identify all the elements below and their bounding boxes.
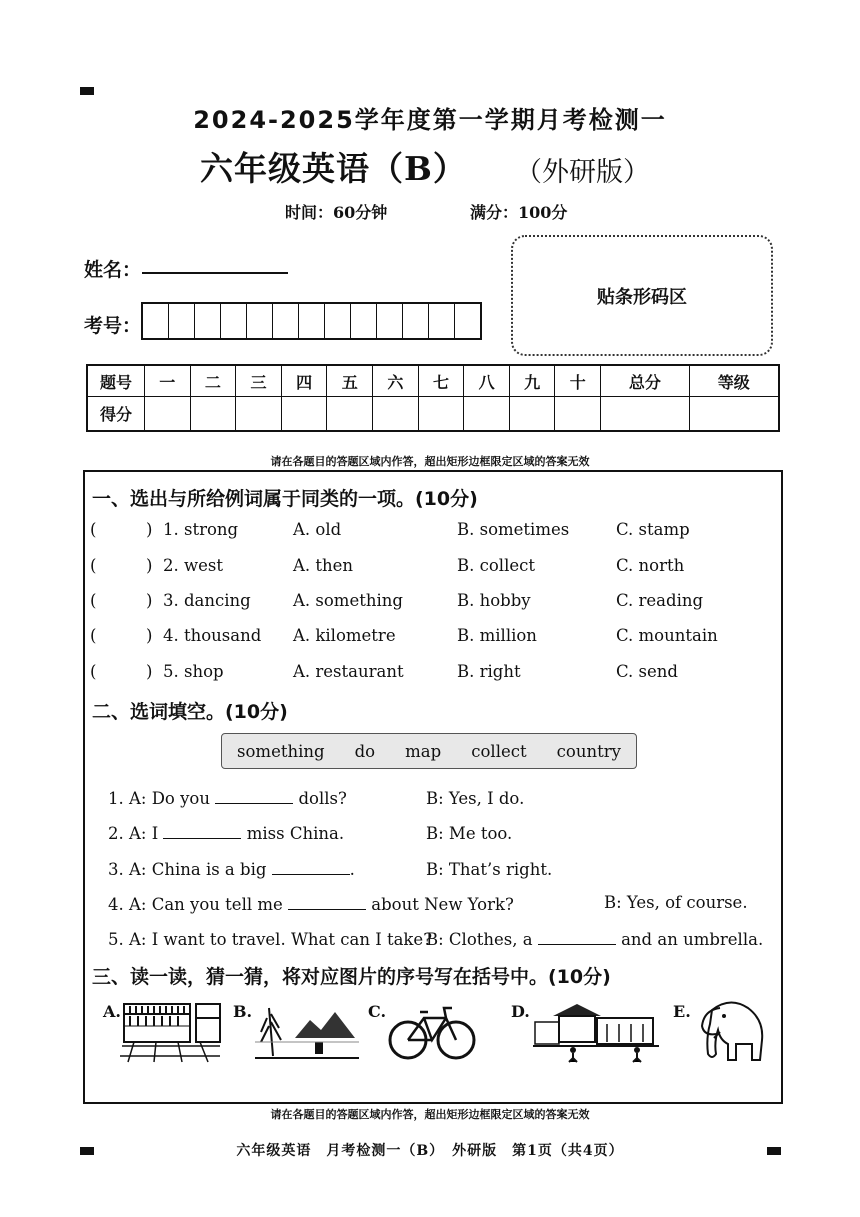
picture-label: D.	[511, 1002, 530, 1021]
fill-answer-2: B: Me too.	[426, 824, 513, 843]
paren-close: )	[146, 662, 153, 681]
answer-paren-blank[interactable]	[102, 626, 142, 646]
example-word: 1. strong	[163, 520, 239, 539]
name-label: 姓名：	[84, 259, 142, 281]
example-word: 5. shop	[163, 662, 224, 681]
option-c: C. north	[616, 556, 685, 575]
word-bank-item: map	[405, 741, 442, 761]
elephant-picture	[690, 994, 770, 1070]
score-cell[interactable]	[236, 397, 282, 432]
paren-close: )	[146, 556, 153, 575]
score-header-cell: 四	[281, 365, 327, 397]
option-a: A. restaurant	[293, 662, 404, 681]
answer-paren-blank[interactable]	[102, 520, 142, 540]
answer-paren-blank[interactable]	[102, 662, 142, 682]
answer-area-notice-bottom: 请在各题目的答题区域内作答，超出矩形边框限定区域的答案无效	[270, 1108, 590, 1121]
word-bank-item: something	[237, 741, 325, 761]
score-header-cell: 题号	[87, 365, 145, 397]
barcode-label: 贴条形码区	[597, 286, 687, 308]
id-number-boxes[interactable]	[141, 302, 482, 340]
section2-title: 二、选词填空。(10分)	[92, 701, 288, 723]
option-c: C. mountain	[616, 626, 718, 645]
option-b: B. million	[457, 626, 537, 645]
fill-answer-1: B: Yes, I do.	[426, 789, 525, 808]
word-bank	[221, 733, 637, 769]
option-b: B. right	[457, 662, 521, 681]
score-cell[interactable]	[145, 397, 191, 432]
score-cell[interactable]	[281, 397, 327, 432]
fill-question-3: 3. A: China is a big .	[108, 860, 355, 879]
edition-label: （外研版）	[515, 157, 650, 188]
option-a: A. old	[293, 520, 342, 539]
answer-area-notice: 请在各题目的答题区域内作答，超出矩形边框限定区域的答案无效	[270, 455, 590, 468]
paren-open: (	[90, 662, 97, 681]
option-b: B. collect	[457, 556, 535, 575]
option-a: A. kilometre	[293, 626, 396, 645]
example-word: 2. west	[163, 556, 223, 575]
score-header-cell: 五	[327, 365, 373, 397]
fill-answer-4: B: Yes, of course.	[604, 893, 748, 912]
paren-close: )	[146, 626, 153, 645]
score-header-cell: 二	[190, 365, 236, 397]
score-cell[interactable]	[555, 397, 601, 432]
score-header-cell: 九	[509, 365, 555, 397]
score-header-cell: 十	[555, 365, 601, 397]
option-c: C. send	[616, 662, 678, 681]
option-c: C. reading	[616, 591, 704, 610]
full-score-info: 满分：100分	[470, 203, 568, 222]
fill-question-4: 4. A: Can you tell me about New York?	[108, 895, 514, 914]
answer-blank[interactable]	[538, 930, 616, 945]
bicycle-picture	[388, 998, 476, 1064]
paren-open: (	[90, 520, 97, 539]
example-word: 4. thousand	[163, 626, 262, 645]
option-c: C. stamp	[616, 520, 690, 539]
answer-blank[interactable]	[288, 895, 366, 910]
option-a: A. something	[293, 591, 403, 610]
paren-open: (	[90, 591, 97, 610]
score-header-cell: 三	[236, 365, 282, 397]
answer-paren-blank[interactable]	[102, 556, 142, 576]
score-table	[86, 364, 780, 432]
score-cell[interactable]	[689, 397, 779, 432]
section1-title: 一、选出与所给例词属于同类的一项。(10分)	[92, 488, 478, 510]
score-cell[interactable]	[509, 397, 555, 432]
score-cell[interactable]	[373, 397, 419, 432]
score-header-cell: 一	[145, 365, 191, 397]
option-a: A. then	[293, 556, 354, 575]
library-picture	[120, 998, 225, 1064]
street-picture	[533, 998, 661, 1064]
score-cell[interactable]	[601, 397, 690, 432]
picture-label: C.	[368, 1002, 387, 1021]
picture-label: B.	[233, 1002, 253, 1021]
page-footer: 六年级英语 月考检测一（B） 外研版 第1页（共4页）	[236, 1143, 624, 1159]
barcode-area	[511, 235, 773, 356]
paren-close: )	[146, 520, 153, 539]
word-bank-item: do	[354, 741, 376, 761]
time-info: 时间：60分钟	[285, 203, 388, 222]
score-header-cell: 七	[418, 365, 464, 397]
name-field[interactable]	[142, 272, 288, 274]
picture-label: E.	[673, 1002, 691, 1021]
section3-title: 三、读一读，猜一猜，将对应图片的序号写在括号中。(10分)	[92, 966, 611, 988]
paren-open: (	[90, 626, 97, 645]
answer-paren-blank[interactable]	[102, 591, 142, 611]
score-row-label: 得分	[87, 397, 145, 432]
exam-subtitle: 六年级英语（B）	[200, 149, 467, 188]
score-cell[interactable]	[418, 397, 464, 432]
fill-answer-5: B: Clothes, a and an umbrella.	[426, 930, 764, 949]
score-header-cell: 六	[373, 365, 419, 397]
fill-answer-3: B: That’s right.	[426, 860, 553, 879]
paren-close: )	[146, 591, 153, 610]
fill-question-2: 2. A: I miss China.	[108, 824, 345, 843]
score-header-cell: 等级	[689, 365, 779, 397]
score-cell[interactable]	[464, 397, 510, 432]
paren-open: (	[90, 556, 97, 575]
fill-question-5: 5. A: I want to travel. What can I take?	[108, 930, 433, 949]
score-header-cell: 八	[464, 365, 510, 397]
registration-mark	[80, 87, 94, 95]
score-header-cell: 总分	[601, 365, 690, 397]
word-bank-item: country	[556, 741, 621, 761]
option-b: B. hobby	[457, 591, 531, 610]
score-cell[interactable]	[327, 397, 373, 432]
fill-question-1: 1. A: Do you dolls?	[108, 789, 347, 808]
word-bank-item: collect	[471, 741, 527, 761]
answer-blank[interactable]	[215, 789, 293, 804]
answer-blank[interactable]	[272, 860, 350, 875]
example-word: 3. dancing	[163, 591, 251, 610]
picture-label: A.	[103, 1002, 121, 1021]
exam-title: 2024-2025学年度第一学期月考检测一	[193, 106, 667, 134]
answer-blank[interactable]	[163, 824, 241, 839]
option-b: B. sometimes	[457, 520, 570, 539]
score-cell[interactable]	[190, 397, 236, 432]
lake-mountain-picture	[255, 998, 360, 1064]
id-label: 考号：	[84, 315, 142, 337]
